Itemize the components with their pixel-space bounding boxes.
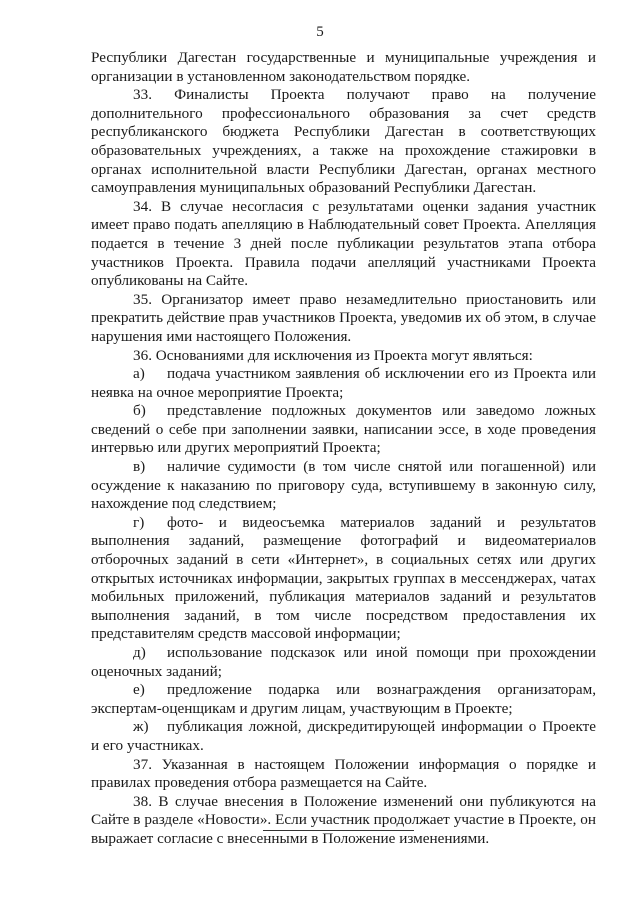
end-divider-line — [263, 830, 414, 831]
subitem-marker: е) — [133, 681, 145, 699]
subitem-text: предложение подарка или вознаграждения организаторам, экспертам-оценщикам и другим лицам, участвующим в Проекте; — [91, 681, 596, 717]
page-number: 5 — [316, 24, 324, 40]
subitem-marker: г) — [133, 513, 145, 531]
subitem-marker: в) — [133, 458, 146, 476]
paragraph-36: 36. Основаниями для исключения из Проекта могут являться: — [133, 346, 533, 364]
subitem-text: фото- и видеосъемка материалов заданий и результатов выполнения заданий, размещение фотографий и видеоматериалов отборочных заданий в сети «Интернет», в социальных сетях или других открытых источниках информации, закрытых группах в мессенджерах, чатах мобильных приложений, публикация материалов заданий и результатов выполнения заданий, в том числе посредством предоставления их представителям средств массовой информации; — [91, 513, 596, 643]
subitem-zh — [91, 718, 596, 755]
subitem-marker: б) — [133, 402, 146, 420]
subitem-marker: а) — [133, 365, 145, 383]
subitem-marker: д) — [133, 644, 146, 661]
paragraph-38: 38. В случае внесения в Положение изменений они публикуются на Сайте в разделе «Новости». Если участник продолжает участие в Проекте, он выражает согласие с внесенными в Положение изменениями. — [91, 792, 596, 847]
paragraph-37: 37. Указанная в настоящем Положении информация о порядке и правилах проведения отбора размещается на Сайте. — [91, 755, 596, 792]
subitem-marker: ж) — [133, 718, 149, 736]
subitem-text: наличие судимости (в том числе снятой или погашенной) или осуждение к наказанию по приговору суда, вступившему в законную силу, нахождение под следствием; — [91, 458, 596, 513]
subitem-v — [91, 458, 596, 514]
paragraph-35: 35. Организатор имеет право незамедлительно приостановить или прекратить действие прав участников Проекта, уведомив их об этом, в случае нарушения ими настоящего Положения. — [91, 290, 596, 345]
subitem-d — [91, 644, 596, 681]
paragraph-continuation: Республики Дагестан государственные и муниципальные учреждения и организации в установленном законодательством порядке. — [91, 49, 596, 85]
subitem-a — [91, 365, 596, 402]
subitem-b — [91, 402, 596, 458]
subitem-text: подача участником заявления об исключении его из Проекта или неявка на очное мероприятие Проекта; — [91, 365, 596, 401]
subitem-e — [91, 681, 596, 718]
paragraph-33: 33. Финалисты Проекта получают право на получение дополнительного профессионального образования за счет средств республиканского бюджета Республики Дагестан в соответствующих образовательных учреждениях, а также на прохождение стажировки в органах исполнительной власти Республики Дагестан, органах местного самоуправления муниципальных образований Республики Дагестан. — [91, 86, 596, 197]
subitem-text: использование подсказок или иной помощи при прохождении оценочных заданий; — [91, 644, 596, 680]
subitem-g — [91, 514, 596, 644]
subitem-text: публикация ложной, дискредитирующей информации о Проекте и его участниках. — [91, 718, 596, 754]
document-body — [91, 49, 596, 849]
subitem-text: представление подложных документов или заведомо ложных сведений о себе при заполнении заявки, написании эссе, в ходе проведения интервью или других мероприятий Проекта; — [91, 402, 596, 457]
paragraph-34: 34. В случае несогласия с результатами оценки задания участник имеет право подать апелляцию в Наблюдательный совет Проекта. Апелляция подается в течение 3 дней после публикации результатов этапа отбора участников Проекта. Правила подачи апелляций участниками Проекта опубликованы на Сайте. — [91, 197, 596, 290]
